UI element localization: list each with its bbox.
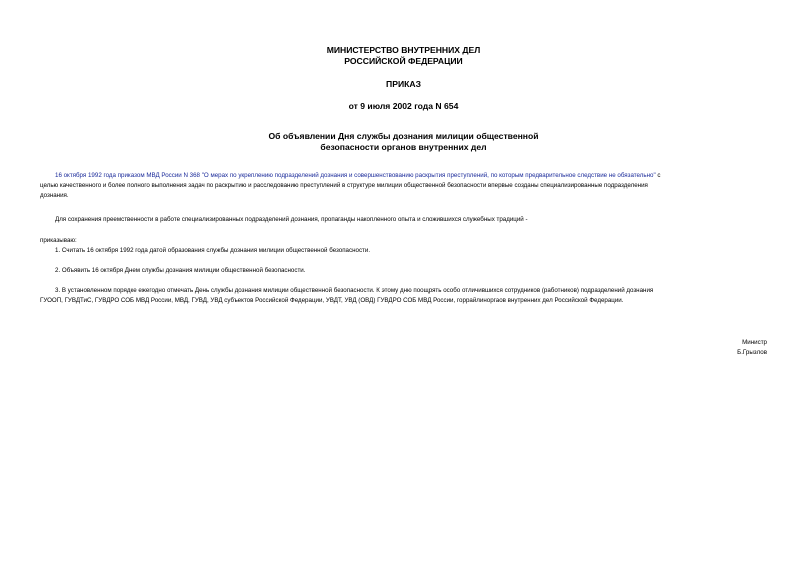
preamble-line-1-tail: с <box>655 172 661 179</box>
preamble-line-2: целью качественного и более полного выполнения задач по раскрытию и расследованию преступлений в структуре милиции общественной безопасности впервые созданы специализированные подразделения <box>40 182 648 189</box>
issuer-header <box>0 45 807 67</box>
order-item-3-line-1: 3. В установленном порядке ежегодно отмечать День службы дознания милиции общественной безопасности. К этому дню поощрять особо отличившихся сотрудников (работников) подразделений дознания <box>55 287 654 294</box>
title-line-1: Об объявлении Дня службы дознания милиции общественной <box>268 131 539 141</box>
issuer-line-2: РОССИЙСКОЙ ФЕДЕРАЦИИ <box>344 56 463 66</box>
referenced-order-link[interactable]: 16 октября 1992 года приказом МВД России N 368 "О мерах по укреплению подразделений дознания и совершенствованию раскрытия преступлений, по которым предварительное следствие не обязательно" <box>55 172 656 179</box>
preamble-line-1 <box>40 171 752 181</box>
document-title <box>0 131 807 153</box>
document-date-number: от 9 июля 2002 года N 654 <box>348 101 459 111</box>
signatory-name: Б.Грызлов <box>737 349 767 356</box>
order-item-3-line-2: ГУООП, ГУВДТиС, ГУВДРО СОБ МВД России, МВД, ГУВД, УВД субъектов Российской Федерации, УВДТ, УВД (ОВД) ГУВДРО СОБ МВД России, горрайлиноргаов внутренних дел Российской Федерации. <box>40 297 624 304</box>
paragraph-order-word: приказываю: <box>40 237 77 244</box>
order-item-2: 2. Объявить 16 октября Днем службы дознания милиции общественной безопасности. <box>55 267 306 274</box>
order-item-3 <box>40 286 752 306</box>
document-type: ПРИКАЗ <box>386 79 421 89</box>
issuer-line-1: МИНИСТЕРСТВО ВНУТРЕННИХ ДЕЛ <box>326 45 481 55</box>
paragraph-preamble <box>40 171 752 201</box>
order-item-1: 1. Считать 16 октября 1992 года датой образования службы дознания милиции общественной безопасности. <box>55 247 371 254</box>
signatory-position: Министр <box>742 339 767 346</box>
paragraph-purpose: Для сохранения преемственности в работе специализированных подразделений дознания, пропаганды накопленного опыта и сложившихся служебных традиций - <box>55 216 528 223</box>
preamble-line-3: дознания. <box>40 192 69 199</box>
title-line-2: безопасности органов внутренних дел <box>320 142 487 152</box>
